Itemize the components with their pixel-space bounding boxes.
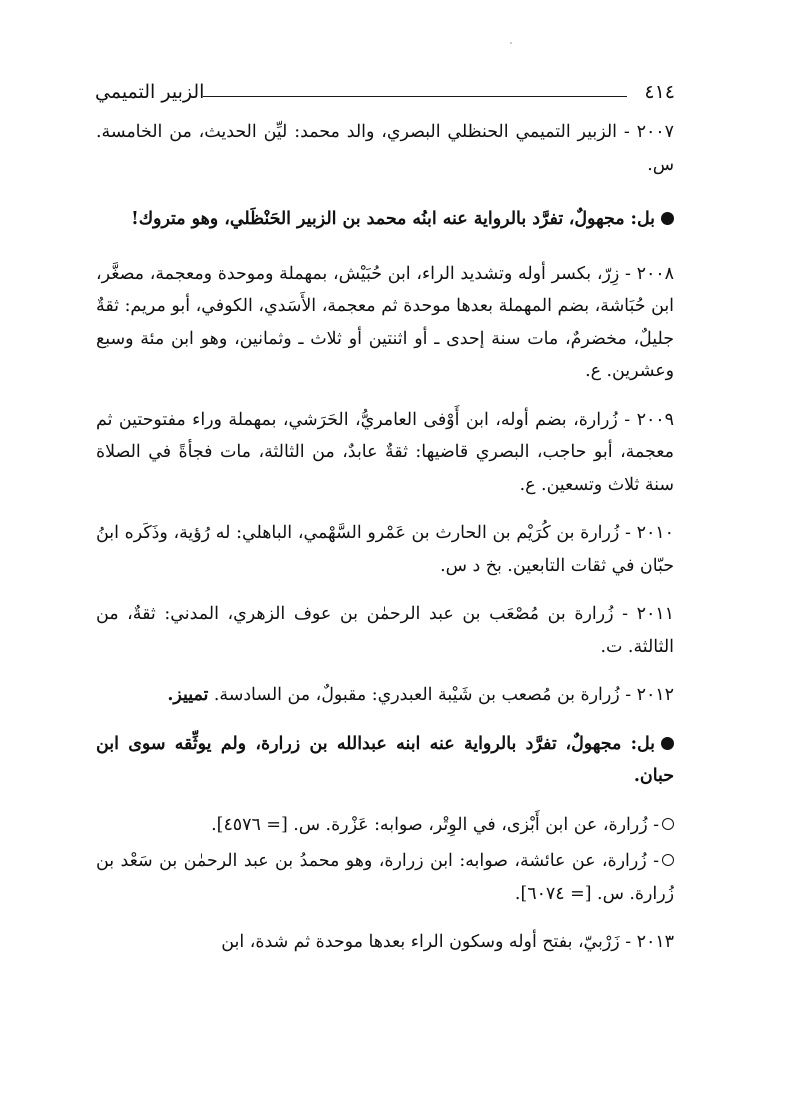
ref-text: - زُرارة، عن ابن أَبْزى، في الوِتْر، صوابه: عَزْرة. س. [= ٤٥٧٦].	[211, 814, 659, 835]
entry-2011	[96, 598, 674, 663]
cross-reference	[96, 809, 674, 842]
hollow-circle-icon	[662, 854, 674, 866]
note-2012	[96, 728, 674, 793]
header-rule	[203, 96, 627, 97]
ref-text: - زُرارة، عن عائشة، صوابه: ابن زرارة، وهو محمدُ بن عبد الرحمٰن بن سَعْد بن زُرارة. س. [= ٦٠٧٤].	[96, 851, 674, 904]
note-text: تفرَّد بالرواية عنه ابنه عبدالله بن زرارة، ولم يوثِّقه سوى ابن حبان.	[96, 733, 674, 786]
entry-text: ٢٠٠٧ - الزبير التميمي الحنظلي البصري، والد محمد: ليِّن الحديث، من الخامسة. س.	[96, 122, 674, 175]
cross-reference	[96, 845, 674, 910]
entry-text: ٢٠١٢ - زُرارة بن مُصعب بن شَيْبة العبدري: مقبولٌ، من السادسة.	[213, 685, 674, 705]
page-header	[95, 78, 675, 108]
entry-text: ٢٠١٠ - زُرارة بن كُرَيْم بن الحارث بن عَمْرو السَّهْمي، الباهلي: له رُؤية، وذَكَره ابنُ حبّان في ثقات التابعين. بخ د س.	[96, 523, 674, 576]
hollow-circle-icon	[662, 818, 674, 830]
entry-text: ٢٠١١ - زُرارة بن مُصْعَب بن عبد الرحمٰن بن عوف الزهري، المدني: ثقةٌ، من الثالثة. ت.	[96, 604, 674, 657]
entry-text: ٢٠٠٨ - زِرّ، بكسر أوله وتشديد الراء، ابن حُبَيْش، بمهملة وموحدة ومعجمة، مصغَّر، ابن حُبَاشة، بضم المهملة بعدها موحدة ثم معجمة، الأَسَدي، الكوفي، أبو مريم: ثقةٌ جليلٌ، مخضرمٌ، مات سنة إحدى ـ أو اثنتين أو ثلاث ـ وثمانين، وهو ابن مئة وسبع وعشرين. ع.	[96, 263, 674, 381]
entry-2012	[96, 679, 674, 712]
entry-text: ٢٠١٣ - زَرْبيّ، بفتح أوله وسكون الراء بعدها موحدة ثم شدة، ابن	[221, 932, 674, 952]
entry-2008	[96, 258, 674, 388]
filled-bullet-icon	[661, 212, 674, 225]
page-number: ٤١٤	[644, 81, 675, 103]
entry-tail: تمييز.	[167, 685, 209, 705]
entry-2010	[96, 517, 674, 582]
note-2007	[96, 203, 674, 236]
note-label: بل: مجهولٌ،	[565, 733, 656, 754]
entry-2007	[96, 116, 674, 181]
note-text: تفرَّد بالرواية عنه ابنُه محمد بن الزبير الحَنْظَلي، وهو متروك!	[131, 209, 564, 229]
entries-body	[96, 116, 674, 959]
entry-text: ٢٠٠٩ - زُرارة، بضم أوله، ابن أَوْفى العامريُّ، الحَرَشي، بمهملة وراء مفتوحتين ثم معجمة، أبو حاجب، البصري قاضيها: ثقةٌ عابدٌ، من الثالثة، مات فجأةً في الصلاة سنة ثلاث وتسعين. ع.	[96, 409, 674, 495]
entry-2009	[96, 404, 674, 502]
entry-2013	[96, 926, 674, 959]
filled-bullet-icon	[661, 737, 674, 750]
scan-speck	[510, 42, 512, 44]
running-title: الزبير التميمي	[95, 81, 205, 103]
note-label: بل: مجهولٌ،	[568, 209, 655, 229]
